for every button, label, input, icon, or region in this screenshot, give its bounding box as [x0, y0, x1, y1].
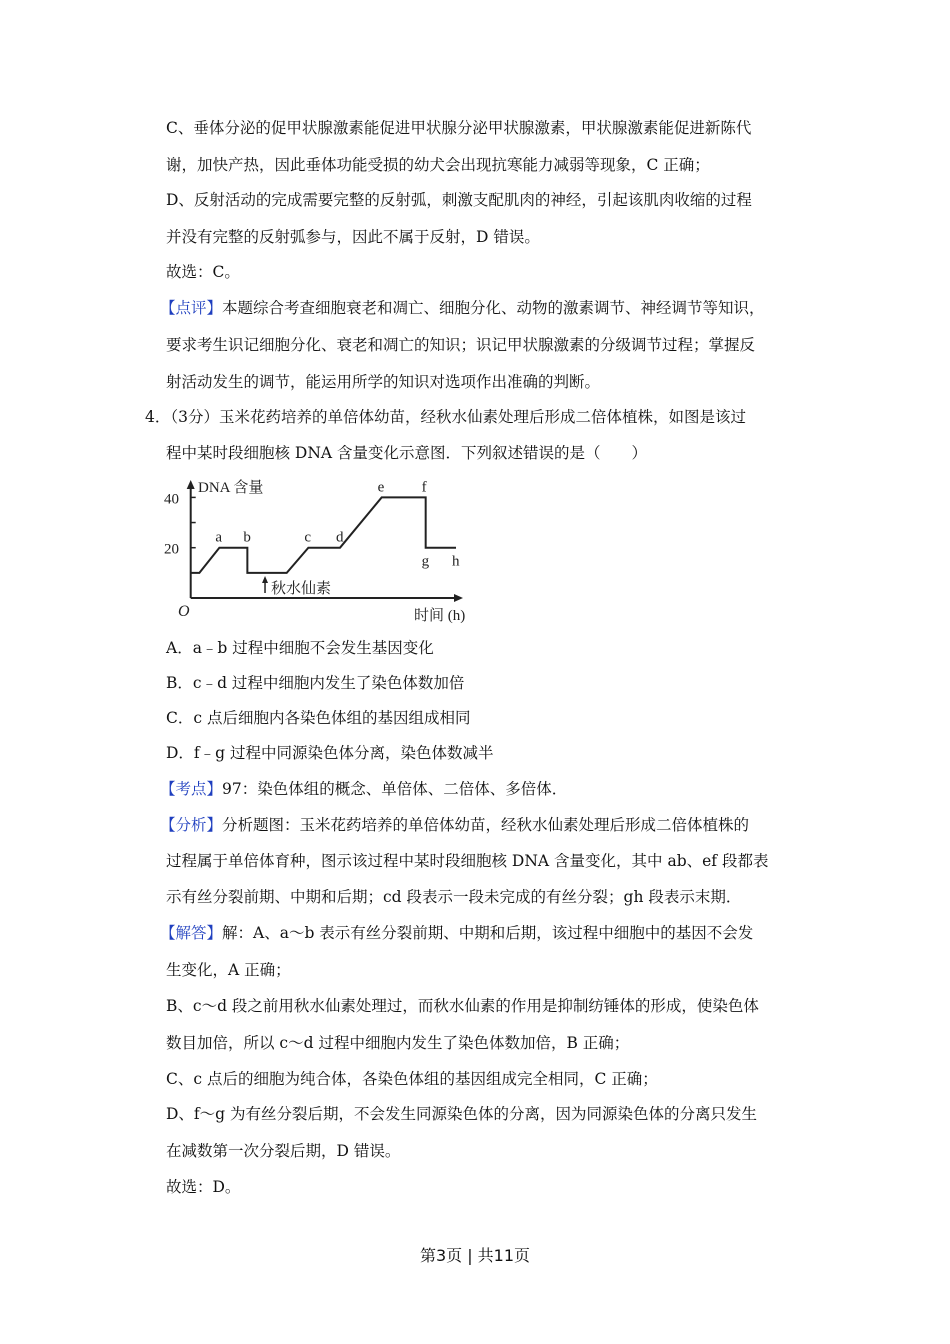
jieda-line: [160, 923, 753, 943]
point-label-b: b: [243, 529, 251, 546]
y-axis-label: DNA 含量: [198, 480, 264, 496]
text-line: B、c～d 段之前用秋水仙素处理过，而秋水仙素的作用是抑制纺锤体的形成，使染色体: [166, 997, 759, 1015]
text-line: 过程属于单倍体育种，图示该过程中某时段细胞核 DNA 含量变化，其中 ab、ef 段都表: [166, 852, 769, 870]
text-line: D、反射活动的完成需要完整的反射弧，刺激支配肌肉的神经，引起该肌肉收缩的过程: [166, 191, 752, 209]
y-axis-arrow: [187, 480, 195, 489]
x-axis-arrow: [454, 594, 463, 602]
text-line: C、c 点后的细胞为纯合体，各染色体组的基因组成完全相同，C 正确；: [166, 1070, 658, 1088]
answer-line: 故选：D。: [166, 1178, 241, 1196]
colchicine-arrowhead-icon: [262, 576, 268, 583]
colchicine-annotation: 秋水仙素: [271, 581, 332, 597]
comment-line: [160, 298, 765, 318]
text-line: 在减数第一次分裂后期，D 错误。: [166, 1142, 401, 1160]
option-b: B．c﹣d 过程中细胞内发生了染色体数加倍: [166, 674, 465, 692]
text-line: C、垂体分泌的促甲状腺激素能促进甲状腺分泌甲状腺激素，甲状腺激素能促进新陈代: [166, 119, 752, 137]
x-axis-label: 时间 (h): [414, 608, 466, 624]
y-tick-label: 20: [164, 541, 179, 558]
y-tick-label: 40: [164, 491, 179, 508]
text-line: 数目加倍，所以 c～d 过程中细胞内发生了染色体数加倍，B 正确；: [166, 1034, 630, 1052]
option-d: D．f﹣g 过程中同源染色体分离，染色体数减半: [166, 744, 494, 762]
kaodian-line: [160, 779, 567, 799]
kaodian-text: 97：染色体组的概念、单倍体、二倍体、多倍体．: [222, 780, 568, 798]
point-label-h: h: [452, 553, 460, 570]
point-label-f: f: [421, 479, 427, 496]
dna-content-chart: [160, 470, 480, 630]
point-label-a: a: [215, 529, 223, 546]
text-line: 生变化，A 正确；: [166, 961, 291, 979]
jieda-text: 解：A、a～b 表示有丝分裂前期、中期和后期，该过程中细胞中的基因不会发: [222, 924, 754, 942]
option-a: A．a﹣b 过程中细胞不会发生基因变化: [166, 639, 434, 657]
origin-label: O: [178, 603, 190, 620]
fenxi-text: 分析题图：玉米花药培养的单倍体幼苗，经秋水仙素处理后形成二倍体植株的: [222, 816, 750, 834]
option-c: C．c 点后细胞内各染色体组的基因组成相同: [166, 709, 471, 727]
comment-text: 本题综合考查细胞衰老和凋亡、细胞分化、动物的激素调节、神经调节等知识，: [222, 299, 765, 317]
point-label-g: g: [421, 553, 430, 570]
text-line: D、f～g 为有丝分裂后期，不会发生同源染色体的分离，因为同源染色体的分离只发生: [166, 1105, 758, 1123]
question-4-stem: [145, 407, 746, 427]
fenxi-line: [160, 815, 749, 835]
text-line: 射活动发生的调节，能运用所学的知识对选项作出准确的判断。: [166, 373, 601, 391]
jieda-tag: 【解答】: [160, 924, 223, 942]
point-label-e: e: [377, 479, 385, 496]
dna-content-line: [191, 497, 456, 572]
stem-text: （3分）玉米花药培养的单倍体幼苗，经秋水仙素处理后形成二倍体植株，如图是该过: [170, 408, 746, 426]
text-line: 谢，加快产热，因此垂体功能受损的幼犬会出现抗寒能力减弱等现象，C 正确；: [166, 156, 710, 174]
point-label-c: c: [304, 529, 312, 546]
fenxi-tag: 【分析】: [160, 816, 223, 834]
text-line: 程中某时段细胞核 DNA 含量变化示意图．下列叙述错误的是（ ）: [166, 444, 648, 462]
answer-line: 故选：C。: [166, 263, 240, 281]
question-number: 4．: [145, 408, 171, 426]
kaodian-tag: 【考点】: [160, 780, 223, 798]
text-line: 示有丝分裂前期、中期和后期；cd 段表示一段未完成的有丝分裂；gh 段表示末期．: [166, 888, 742, 906]
point-label-d: d: [336, 529, 344, 546]
text-line: 要求考生识记细胞分化、衰老和凋亡的知识；识记甲状腺激素的分级调节过程；掌握反: [166, 336, 756, 354]
page-footer: 第3页 | 共11页: [419, 1246, 531, 1265]
comment-tag: 【点评】: [160, 299, 223, 317]
text-line: 并没有完整的反射弧参与，因此不属于反射，D 错误。: [166, 228, 540, 246]
